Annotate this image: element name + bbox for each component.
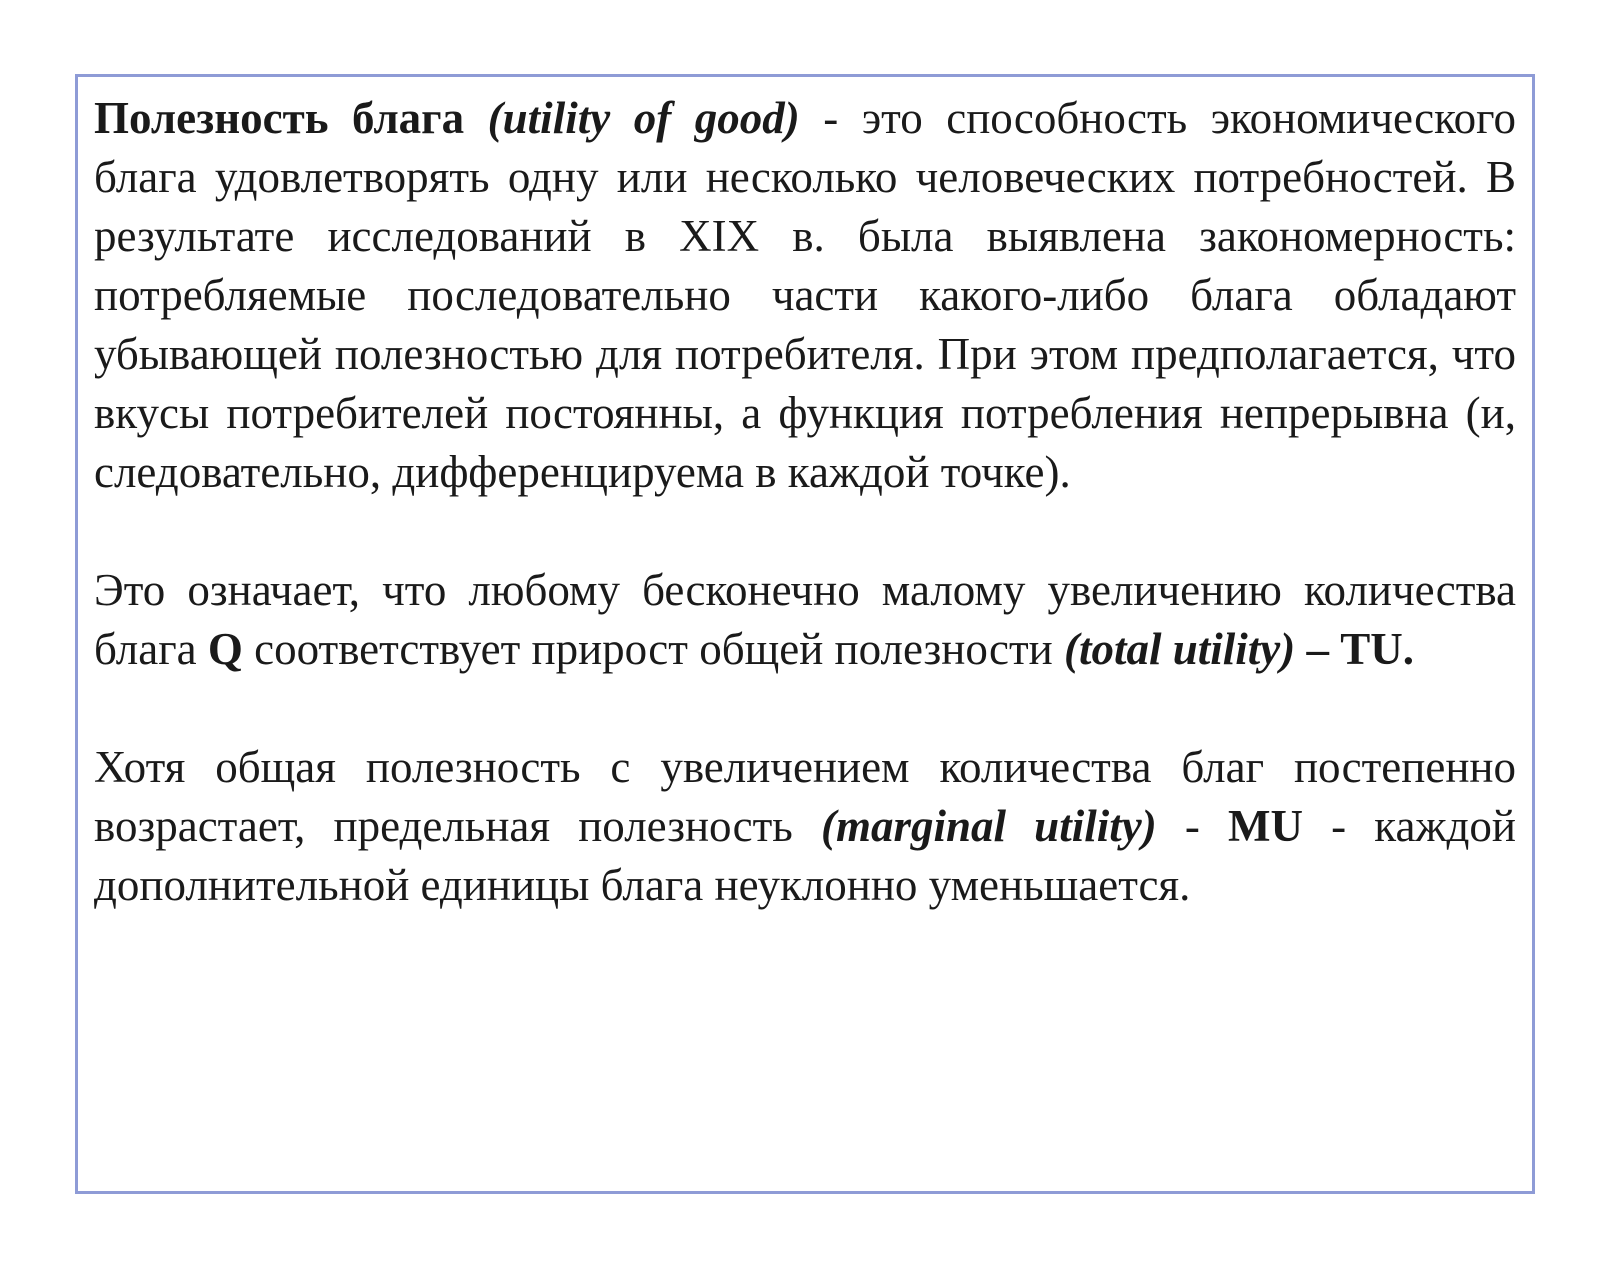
total-utility-text-2: соответствует прирост общей полезности (242, 624, 1064, 674)
total-utility-text-1: Это означает, что любому бесконечно малому увеличению количества блага (94, 565, 1516, 674)
text-frame (75, 74, 1535, 1194)
utility-definition-text: - это способность экономического блага удовлетворять одну или несколько человеческих потребностей. В результате исследований в XIX в. была выявлена закономерность: потребляемые последовательно части какого-либо блага обладают убывающей полезностью для потребителя. При этом предполагается, что вкусы потребителей постоянны, а функция потребления непрерывна (и, следовательно, дифференцируема в каждой точке). (94, 93, 1516, 497)
text-content (94, 89, 1516, 915)
paragraph-marginal-utility (94, 738, 1516, 915)
term-q: Q (207, 624, 243, 674)
term-total-utility-english: (total utility) (1063, 624, 1296, 674)
marginal-utility-text-1: Хотя общая полезность с увеличением количества благ постепенно возрастает, предельная полезность (94, 742, 1516, 851)
marginal-utility-dash: - (1156, 801, 1228, 851)
marginal-utility-text-2: - каждой дополнительной единицы блага неуклонно уменьшается. (94, 801, 1516, 910)
text-space (464, 93, 488, 143)
paragraph-utility-definition (94, 89, 1516, 502)
term-tu: – TU. (1295, 624, 1414, 674)
term-utility-of-good: Полезность блага (94, 93, 465, 143)
paragraph-total-utility (94, 561, 1516, 679)
term-utility-of-good-english: (utility of good) (487, 93, 800, 143)
term-mu: MU (1227, 801, 1303, 851)
term-marginal-utility-english: (marginal utility) (821, 801, 1157, 851)
